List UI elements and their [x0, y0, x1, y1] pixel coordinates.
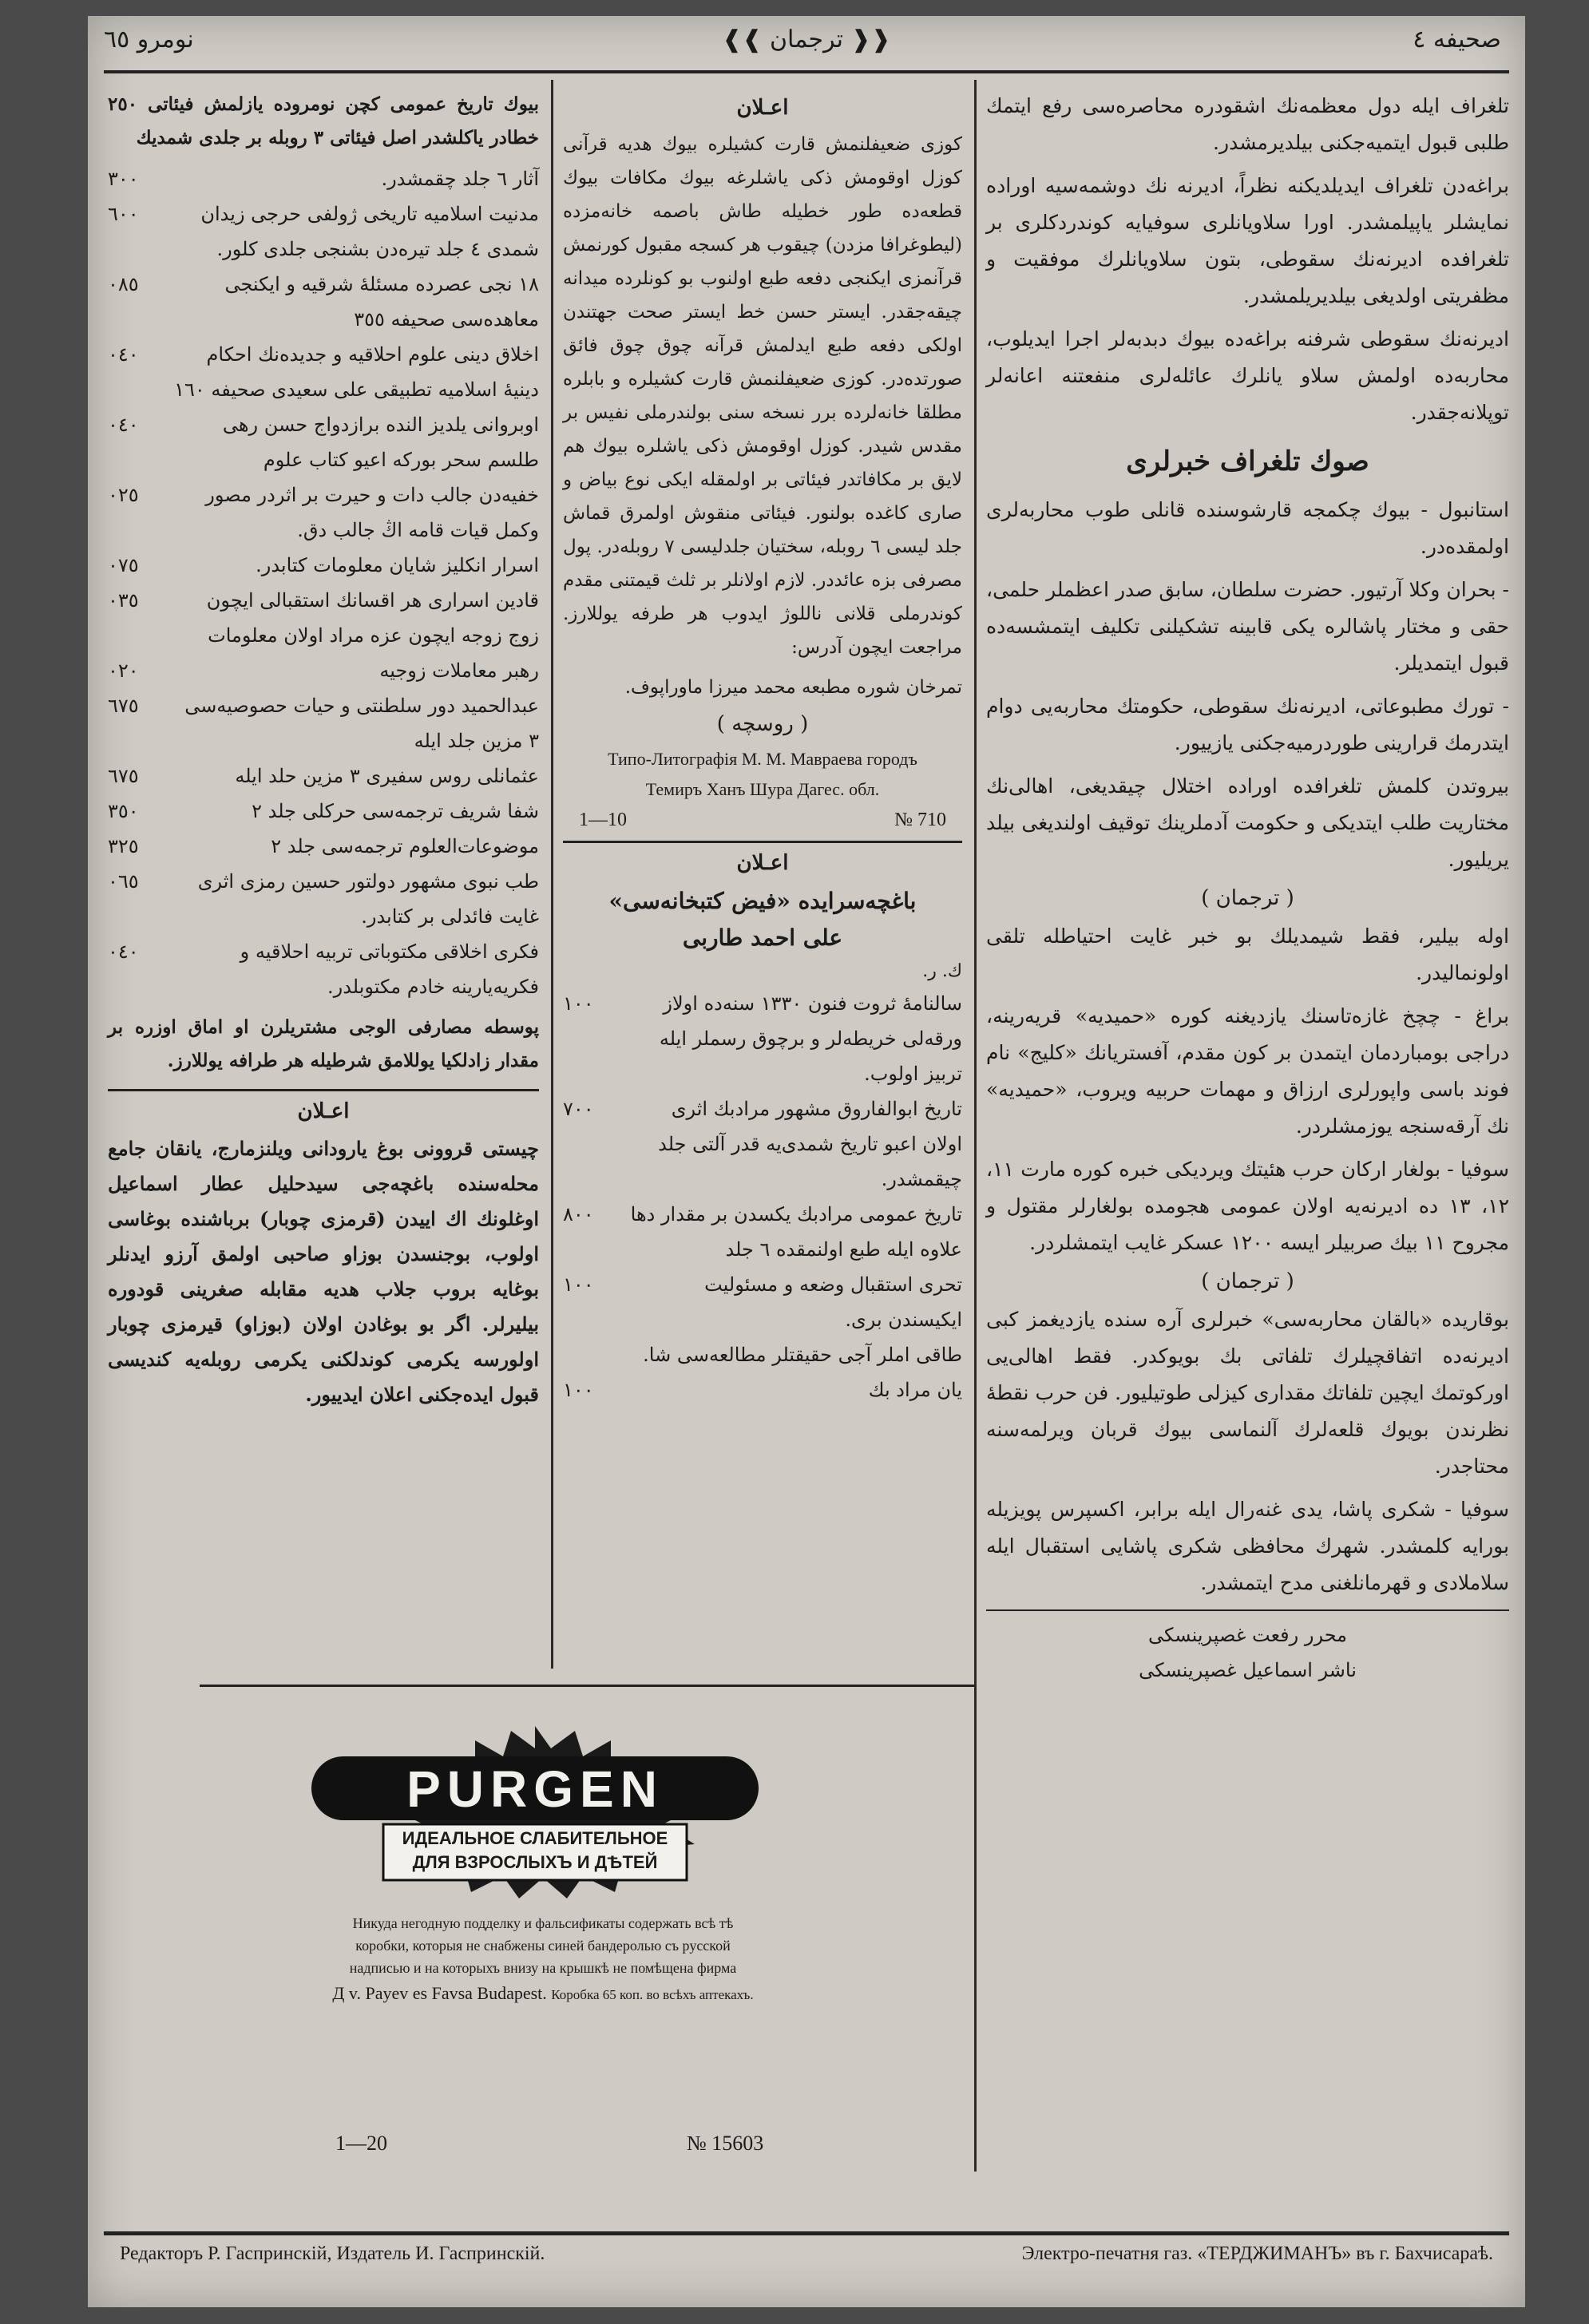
book-price: ١٠٠: [563, 1273, 594, 1296]
book-title: شفا شریف ترجمه‌سی حرکلی جلد ٢: [252, 800, 539, 822]
price-row: [108, 267, 539, 337]
right-column: [986, 88, 1509, 1688]
news-item: - بحران وکلا آرتیور. حضرت سلطان، سابق صدر اعظملر حلمی، حقی و مختار پاشالره یکی قابینه تشکیلنی تکلیف ایتمشسه‌ده قبول ایتمدیلر.: [986, 578, 1509, 675]
book-title: اوبروانی یلدیز النده برازدواج حسن رهی طلسم سحر بورکه اعیو کتاب علوم: [222, 414, 539, 471]
price-row: [108, 688, 539, 758]
book-price: ١٠٠: [563, 1379, 594, 1401]
news-item: سوفیا - بولغار ارکان حرب هئیتك ویردیکی خبره کوره مارت ١١، ١٢، ١٣ ده ادیرنه‌یه اولان عمومی هجومده بولغارلر مقتول و مجروح ١١ بیك صربیلر ایسه ١٢٠٠ عسکر غایب ایتمشلردر.: [986, 1158, 1510, 1254]
book-price: ٦٧٥: [108, 695, 139, 717]
price-row: [108, 477, 539, 548]
price-row: [108, 653, 539, 688]
book-price: ٠٢٥: [108, 484, 139, 506]
news-paragraph: ادیرنه‌نك سقوطی شرفنه براغه‌ده بیوك دبدبه‌لر اجرا ایدیلوب، محاربه‌ده اولمش سلاو یانلرك عائله‌لری منفعتنه اعانه‌لر توپلانه‌جقدر.: [986, 327, 1509, 424]
news-item: استانبول - بیوك چکمجه قارشوسنده قانلی طوب محاربه‌لری اولمقده‌در.: [986, 498, 1509, 558]
book-title: یان مراد بك: [868, 1379, 962, 1401]
news-item: اوله بیلیر، فقط شیمدیلك بو خبر غایت احتیاطله تلقی اولونمالیدر.: [986, 924, 1509, 984]
book-price: ٠٧٥: [108, 554, 139, 576]
book-price: ٦٠٠: [108, 203, 139, 225]
price-row: [108, 548, 539, 583]
tagline-line: ИДЕАЛЬНОЕ СЛАБИТЕЛЬНОЕ: [402, 1828, 668, 1848]
publisher-signature: ناشر اسماعیل غصپرینسکی: [1139, 1659, 1357, 1681]
ad-title: اعـلان: [736, 96, 789, 120]
book-price-list: [563, 986, 962, 1407]
book-price: ٠٨٥: [108, 273, 139, 295]
book-price-list: [108, 161, 539, 1004]
book-title: طب نبوی مشهور دولتور حسین رمزی اثری غایت فائدلی بر کتابدر.: [197, 870, 539, 928]
book-price: ٣٠٠: [108, 168, 139, 190]
price-row: [108, 161, 539, 196]
price-row: [108, 794, 539, 829]
ad-language-note: ( روسچه ): [716, 712, 809, 736]
section-title: صوك تلغراف خبرلری: [1126, 445, 1369, 477]
book-price: ٣٢٥: [108, 835, 139, 857]
book-price: ٠٤٠: [108, 414, 139, 436]
newspaper-title-text: ترجمان: [770, 26, 843, 53]
price-row: [108, 583, 539, 653]
book-price: ٠٤٠: [108, 343, 139, 366]
price-row: [108, 864, 539, 934]
section-rule: [200, 1685, 974, 1687]
news-item: سوفیا - شکری پاشا، یدی غنه‌رال ایله برابر، اکسپرس پویزیله بورایه کلمشدر. شهرك محافظی شکری پاشایی استقبال ایله سلاملادی و قهرمانلغنی مدح ایتمشدر.: [986, 1498, 1509, 1594]
bookshop-name: باغچه‌سرایده «فیض کتبخانه‌سی»: [608, 888, 917, 914]
ad-title: اعـلان: [736, 851, 789, 875]
book-title: آثار ٦ جلد چقمشدر.: [381, 168, 539, 190]
ad-text: چیستی قروونی بوغ یارودانی ویلنزمارج، یانقان جامع محله‌سنده باغچه‌جی سیدحلیل عطار اسماعیل اوغلونك اك اییدن (قرمزی چوبار) برباشنده بوغاسی اولوب، بوجنسدن بوزاو صاحبی اولمق آرزو ایدنلر بوغایه بروب جلاب هدیه مقابله صغرینی قودوره بیلیرلر. اگر بو بوغادن اولان (بوزاو) قیرمزی چوبار اولورسه یکرمی کوندلکنی یکرمی روبله‌یه کندیسی قبول ایده‌جکنی اعلان ایدییور.: [108, 1137, 539, 1406]
issue-number: نومرو ٦٥: [104, 26, 194, 53]
purgen-advertisement: [287, 1724, 783, 1900]
header-rule: [104, 70, 1509, 73]
footer-rule: [104, 2231, 1509, 2235]
column-divider-right: [974, 80, 977, 2172]
intro-paragraph: تلغراف ایله دول معظمه‌نك اشقودره محاصره‌سی رفع ایتمك طلبی قبول ایتمیه‌جکنی بیلدیرمشدر.: [986, 94, 1509, 154]
news-item: - تورك مطبوعاتی، ادیرنه‌نك سقوطی، حکومتك محاربه‌یی دوام ایتدرمك قرارینی طوردرمیه‌جکنی یازییور.: [986, 695, 1509, 754]
left-column: [108, 88, 539, 1419]
book-title: رهبر معاملات زوجیه: [379, 659, 539, 682]
page-label: صحیفه ٤: [1413, 26, 1501, 53]
newspaper-page: [88, 16, 1525, 2307]
ad-text: کوزی ضعیفلنمش قارت کشیلره بیوك هدیه قرآنی کوزل اوقومش ذکی یاشلرغه بیوك مکافات بیوك قطعه‌ده طور خطیله طاش باصمه خانه‌مزده (لیطوغرافا مزدن) چیقوب هر کسجه مقبول کورنمش قرآنمزی ایکنجی دفعه طبع اولنوب بو کونلرده میدانه چیقه‌جقدر. ایستر حسن خط ایستر صحت جهتندن اولکی دفعه طبع ایدلمش قرآنه چوق چوق فائق صورتده‌در. کوزی ضعیفلنمش قارت کشیلره و بابلره مطلقا خانه‌لرده برر نسخه سنی بولندرملی نفیس بر مقدس شیدر. کوزل اوقومش ذکی یاشلره بیوك هم لایق بر مکافاتدر فیئاتی بر اولمقله ایکی نوع بیاض و صاری کاغده بولنور. فیئاتی منقوش اولمرق قماش جلد لیسی ٦ روبله، سختیان جلدلیسی ٧ روبله‌در. پول مصرفی بزه عائددر. لازم اولانلر بر ثلث قیمتنی مقدم کوندرملی قلانی ناللوژ ایدوب هر طرفه یوللارز. مراجعت ایچون آدرس:: [562, 134, 962, 658]
book-title: تحری استقبال وضعه و مسئولیت ایکیسندن بری.: [704, 1273, 962, 1331]
book-price: [563, 1337, 627, 1372]
news-item: براغ - چچخ غازه‌تاسنك یازدیغنه کوره «حمیدیه» قریه‌رینه، دراجی بومباردمان ایتمدن بر کون مقدم، آفستریانك «کلیج» نام فوند باسی واپورلری ارزاق و مهمات حربیه ویروب، «حمیدیه» نك آرقه‌سنجه یوزمشلردر.: [986, 1004, 1509, 1138]
purgen-maker: Д v. Payev es Favsa Budapest.: [332, 1983, 547, 2003]
price-row: [563, 1267, 962, 1337]
book-price: ٠٦٥: [108, 870, 139, 893]
price-row: [108, 407, 539, 477]
bookshop-owner: علی احمد طاربی: [682, 924, 843, 951]
newspaper-title: [88, 26, 1525, 53]
book-title: اسرار انکلیز شایان معلومات کتابدر.: [256, 554, 539, 576]
book-title: مدنیت اسلامیه تاریخی ژولفی حرجی زیدان شمدی ٤ جلد تیره‌دن بشنجی جلدی کلور.: [200, 203, 539, 260]
book-price: ١٠٠: [563, 992, 594, 1015]
book-title: خفیه‌دن جالب دات و حیرت بر اثردر مصور وکمل قیات قامه اڭ جالب دق.: [205, 484, 539, 541]
ad-issue-row: [563, 805, 962, 836]
postage-note: پوسطه مصارفی الوجی مشتریلرن او اماق اوزره بر مقدار زادلکیا یوللامق شرطیله هر طرافه یوللارز.: [108, 1016, 539, 1071]
ad-title: اعـلان: [297, 1099, 350, 1123]
source-note: ( ترجمان ): [1201, 1269, 1294, 1293]
russian-printer-line: Темиръ Ханъ Шура Дагес. обл.: [645, 779, 880, 799]
price-row: [108, 196, 539, 267]
price-row: [563, 1337, 962, 1372]
book-title: طاقی املر آجی حقیقتلر مطالعه‌سی شا.: [643, 1344, 962, 1366]
purgen-issue: 1—20: [335, 2132, 387, 2155]
ad-number: № 710: [894, 810, 946, 830]
book-title: ١٨ نجی عصرده مسئلهٔ شرقیه و ایکنجی معاهده‌سی صحیفه ٣٥٥: [224, 273, 539, 331]
book-title: سالنامهٔ ثروت فنون ١٣٣٠ سنه‌ده اولاز ورقه‌لی خریطه‌لر و برچوق رسملر ایله تربیز اولوب.: [659, 992, 962, 1085]
news-item: بیروتدن کلمش تلغرافده اوراده اختلال چیقدیغی، اهالی‌نك مختاریت طلب ایتدیکی و حکومت آدملرینك توقیف اولندیغی بیلد یریلیور.: [986, 774, 1509, 871]
book-price: ٠٢٠: [108, 659, 139, 682]
ornament-right-icon: ❱❱: [722, 26, 763, 53]
book-title: قادین اسراری هر اقسانك استقبالی ایچون زوج زوجه ایچون عزه مراد اولان معلومات: [206, 589, 539, 647]
book-title: تاریخ عمومی مرادبك یکسدن بر مقدار دها علاوه ایله طبع اولنمقده ٦ جلد: [630, 1203, 962, 1261]
news-paragraph: براغه‌دن تلغراف ایدیلدیکنه نظراً، ادیرنه نك دوشمه‌سیه اوراده نمایشلر یاپیلمشدر. اورا سلاویانلری سوفیایه کوندردکلری بر تلغرافده ادیرنه‌نك سقوطی، بتون سلاویانلرك موفقیت و مظفریتی اولدیغی بیلدیریلمشدر.: [986, 174, 1509, 307]
signature-block: [986, 1609, 1509, 1688]
book-title: عبدالحمید دور سلطنتی و حیات حصوصیه‌سی ٣ مزین جلد ایله: [184, 695, 539, 752]
ad-separator: [563, 841, 962, 843]
warning-line: Никуда негодную подделку и фальсификаты содержать всѣ тѣ: [352, 1915, 734, 1931]
editor-signature: محرر رفعت غصپرینسکی: [1147, 1624, 1348, 1646]
tagline-line: ДЛЯ ВЗРОСЛЫХЪ И ДѢТЕЙ: [412, 1852, 658, 1872]
book-title: عثمانلی روس سفیری ٣ مزین حلد ایله: [235, 765, 539, 787]
russian-printer-line: Типо-Литографія М. М. Мавраева городъ: [608, 749, 917, 769]
brand-name: PURGEN: [406, 1760, 664, 1818]
correction-note: بیوك تاریخ عمومی کچن نومروده یازلمش فیئاتی ٢٥٠ خطادر یاکلشدر اصل فیئاتی ٣ روبله بر جلدی شمدیك: [108, 93, 539, 148]
book-title: تاریخ ابوالفاروق مشهور مرادبك اثری اولان اعبو تاریخ شمدی‌یه قدر آلتی جلد چیقمشدر.: [658, 1098, 962, 1190]
source-note: ( ترجمان ): [1201, 886, 1294, 910]
footer-printer: Электро-печатня газ. «ТЕРДЖИМАНЪ» въ г. Бахчисараѣ.: [1021, 2243, 1493, 2264]
price-row: [108, 934, 539, 1004]
warning-line: коробки, которыя не снабжены синей бандеролью съ русской: [355, 1938, 731, 1954]
ornament-left-icon: ❰❰: [842, 26, 891, 53]
book-price: ٧٠٠: [563, 1098, 594, 1120]
ad-address: تمرخان شوره مطبعه محمد میرزا ماوراپوف.: [624, 677, 962, 698]
book-price: ٣٥٠: [108, 800, 139, 822]
book-price: ٨٠٠: [563, 1203, 594, 1225]
footer: [120, 2243, 1493, 2265]
price-row: [563, 986, 962, 1091]
book-title: فکری اخلاقی مکتوباتی تربیه احلاقیه و فکریه‌یارینه خادم مکتوبلدر.: [240, 940, 539, 998]
purgen-price-note: Коробка 65 коп. во всѣхъ аптекахъ.: [551, 1987, 754, 2002]
footer-editor: Редакторъ Р. Гаспринскій, Издатель И. Гаспринскій.: [120, 2243, 545, 2264]
warning-line: надписью и на которыхъ внизу на крышкѣ не помѣщена фирма: [349, 1960, 737, 1976]
book-price: ٦٧٥: [108, 765, 139, 787]
ad-separator: [108, 1089, 539, 1091]
price-row: [563, 1372, 962, 1407]
book-title: اخلاق دینی علوم احلاقیه و جدیده‌نك احکام دینیهٔ اسلامیه تطبیقی علی سعیدی صحیفه ١٦٠: [174, 343, 539, 401]
news-item: بوقاریده «بالقان محاربه‌سی» خبرلری آره سنده یازدیغمز کبی ادیرنه‌ده اتفاقچیلرك تلفاتی بك بویوکدر. فقط اهالی‌یی اورکوتمك ایچین تلفاتك مقداری کیزلی طوتیلیور. فن حرب نقطه‌ٔ نظرندن بویوك قلعه‌لرك آلنماسی بیوك قربان ویرلمه‌سنه محتاجدر.: [986, 1308, 1509, 1478]
purgen-number: № 15603: [687, 2132, 764, 2155]
currency-label: ك. ر.: [922, 961, 962, 981]
price-row: [108, 337, 539, 407]
purgen-warning: [256, 1912, 830, 2006]
book-price: ٠٤٠: [108, 940, 139, 963]
price-row: [108, 758, 539, 794]
book-title: موضوعات‌العلوم ترجمه‌سی جلد ٢: [271, 835, 539, 857]
book-price: ٠٣٥: [108, 589, 139, 612]
price-row: [108, 829, 539, 864]
price-row: [563, 1091, 962, 1197]
ad-issue-range: 1—10: [579, 810, 627, 830]
price-row: [563, 1197, 962, 1267]
column-divider-left: [551, 80, 553, 1669]
middle-column: [563, 88, 962, 1407]
